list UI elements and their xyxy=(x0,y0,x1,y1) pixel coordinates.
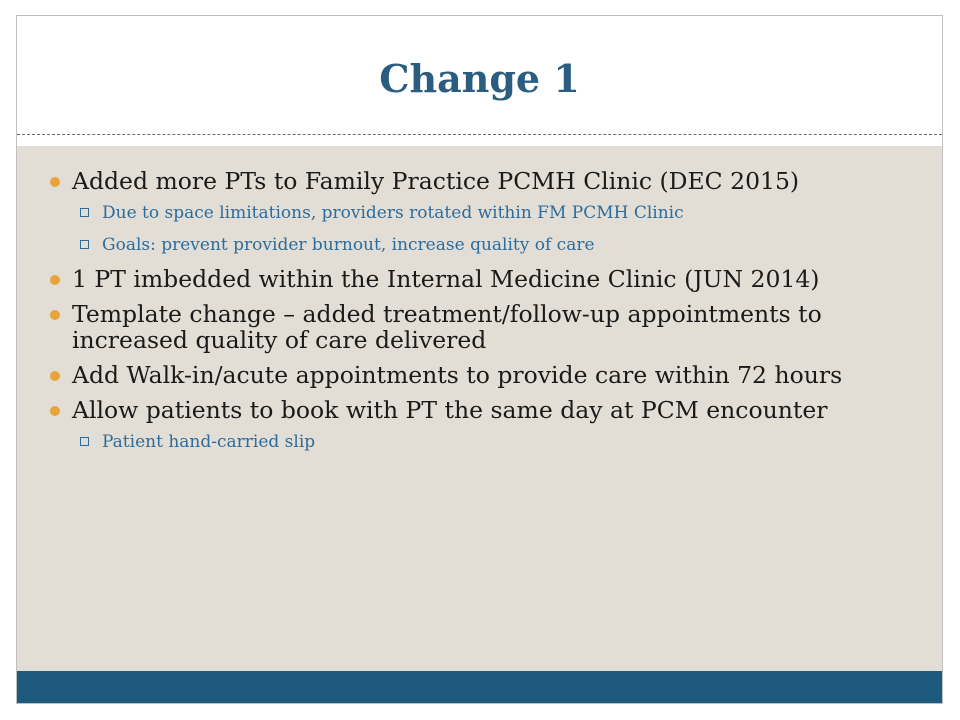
sub-bullet-list xyxy=(72,431,922,453)
sub-bullet-item xyxy=(72,202,922,224)
sub-bullet-item xyxy=(72,234,922,256)
bullet-item xyxy=(17,266,922,292)
bullet-dot-icon xyxy=(50,177,60,187)
bullet-text: Add Walk-in/acute appointments to provide care within 72 hours xyxy=(72,361,843,389)
square-bullet-icon xyxy=(80,240,89,249)
bullet-text: Allow patients to book with PT the same day at PCM encounter xyxy=(72,396,828,424)
bullet-list xyxy=(17,146,942,453)
slide-title: Change 1 xyxy=(379,56,580,101)
sub-bullet-list xyxy=(72,202,922,256)
content-area xyxy=(17,146,942,671)
bullet-dot-icon xyxy=(50,406,60,416)
sub-bullet-item xyxy=(72,431,922,453)
title-area xyxy=(17,16,942,134)
bullet-item xyxy=(17,168,922,256)
bullet-dot-icon xyxy=(50,310,60,320)
sub-bullet-text: Patient hand-carried slip xyxy=(102,432,316,452)
bullet-item xyxy=(17,362,922,388)
bullet-item xyxy=(17,301,922,353)
sub-bullet-text: Due to space limitations, providers rotated within FM PCMH Clinic xyxy=(102,203,684,223)
bullet-dot-icon xyxy=(50,371,60,381)
square-bullet-icon xyxy=(80,208,89,217)
footer-band xyxy=(17,671,942,704)
bullet-text: Added more PTs to Family Practice PCMH Clinic (DEC 2015) xyxy=(72,167,800,195)
sub-bullet-text: Goals: prevent provider burnout, increase quality of care xyxy=(102,235,595,255)
slide xyxy=(16,15,943,704)
bullet-text: 1 PT imbedded within the Internal Medicine Clinic (JUN 2014) xyxy=(72,265,820,293)
square-bullet-icon xyxy=(80,437,89,446)
title-divider xyxy=(17,134,942,135)
bullet-item xyxy=(17,397,922,453)
bullet-dot-icon xyxy=(50,275,60,285)
bullet-text: Template change – added treatment/follow-up appointments to increased quality of care delivered xyxy=(72,300,822,354)
